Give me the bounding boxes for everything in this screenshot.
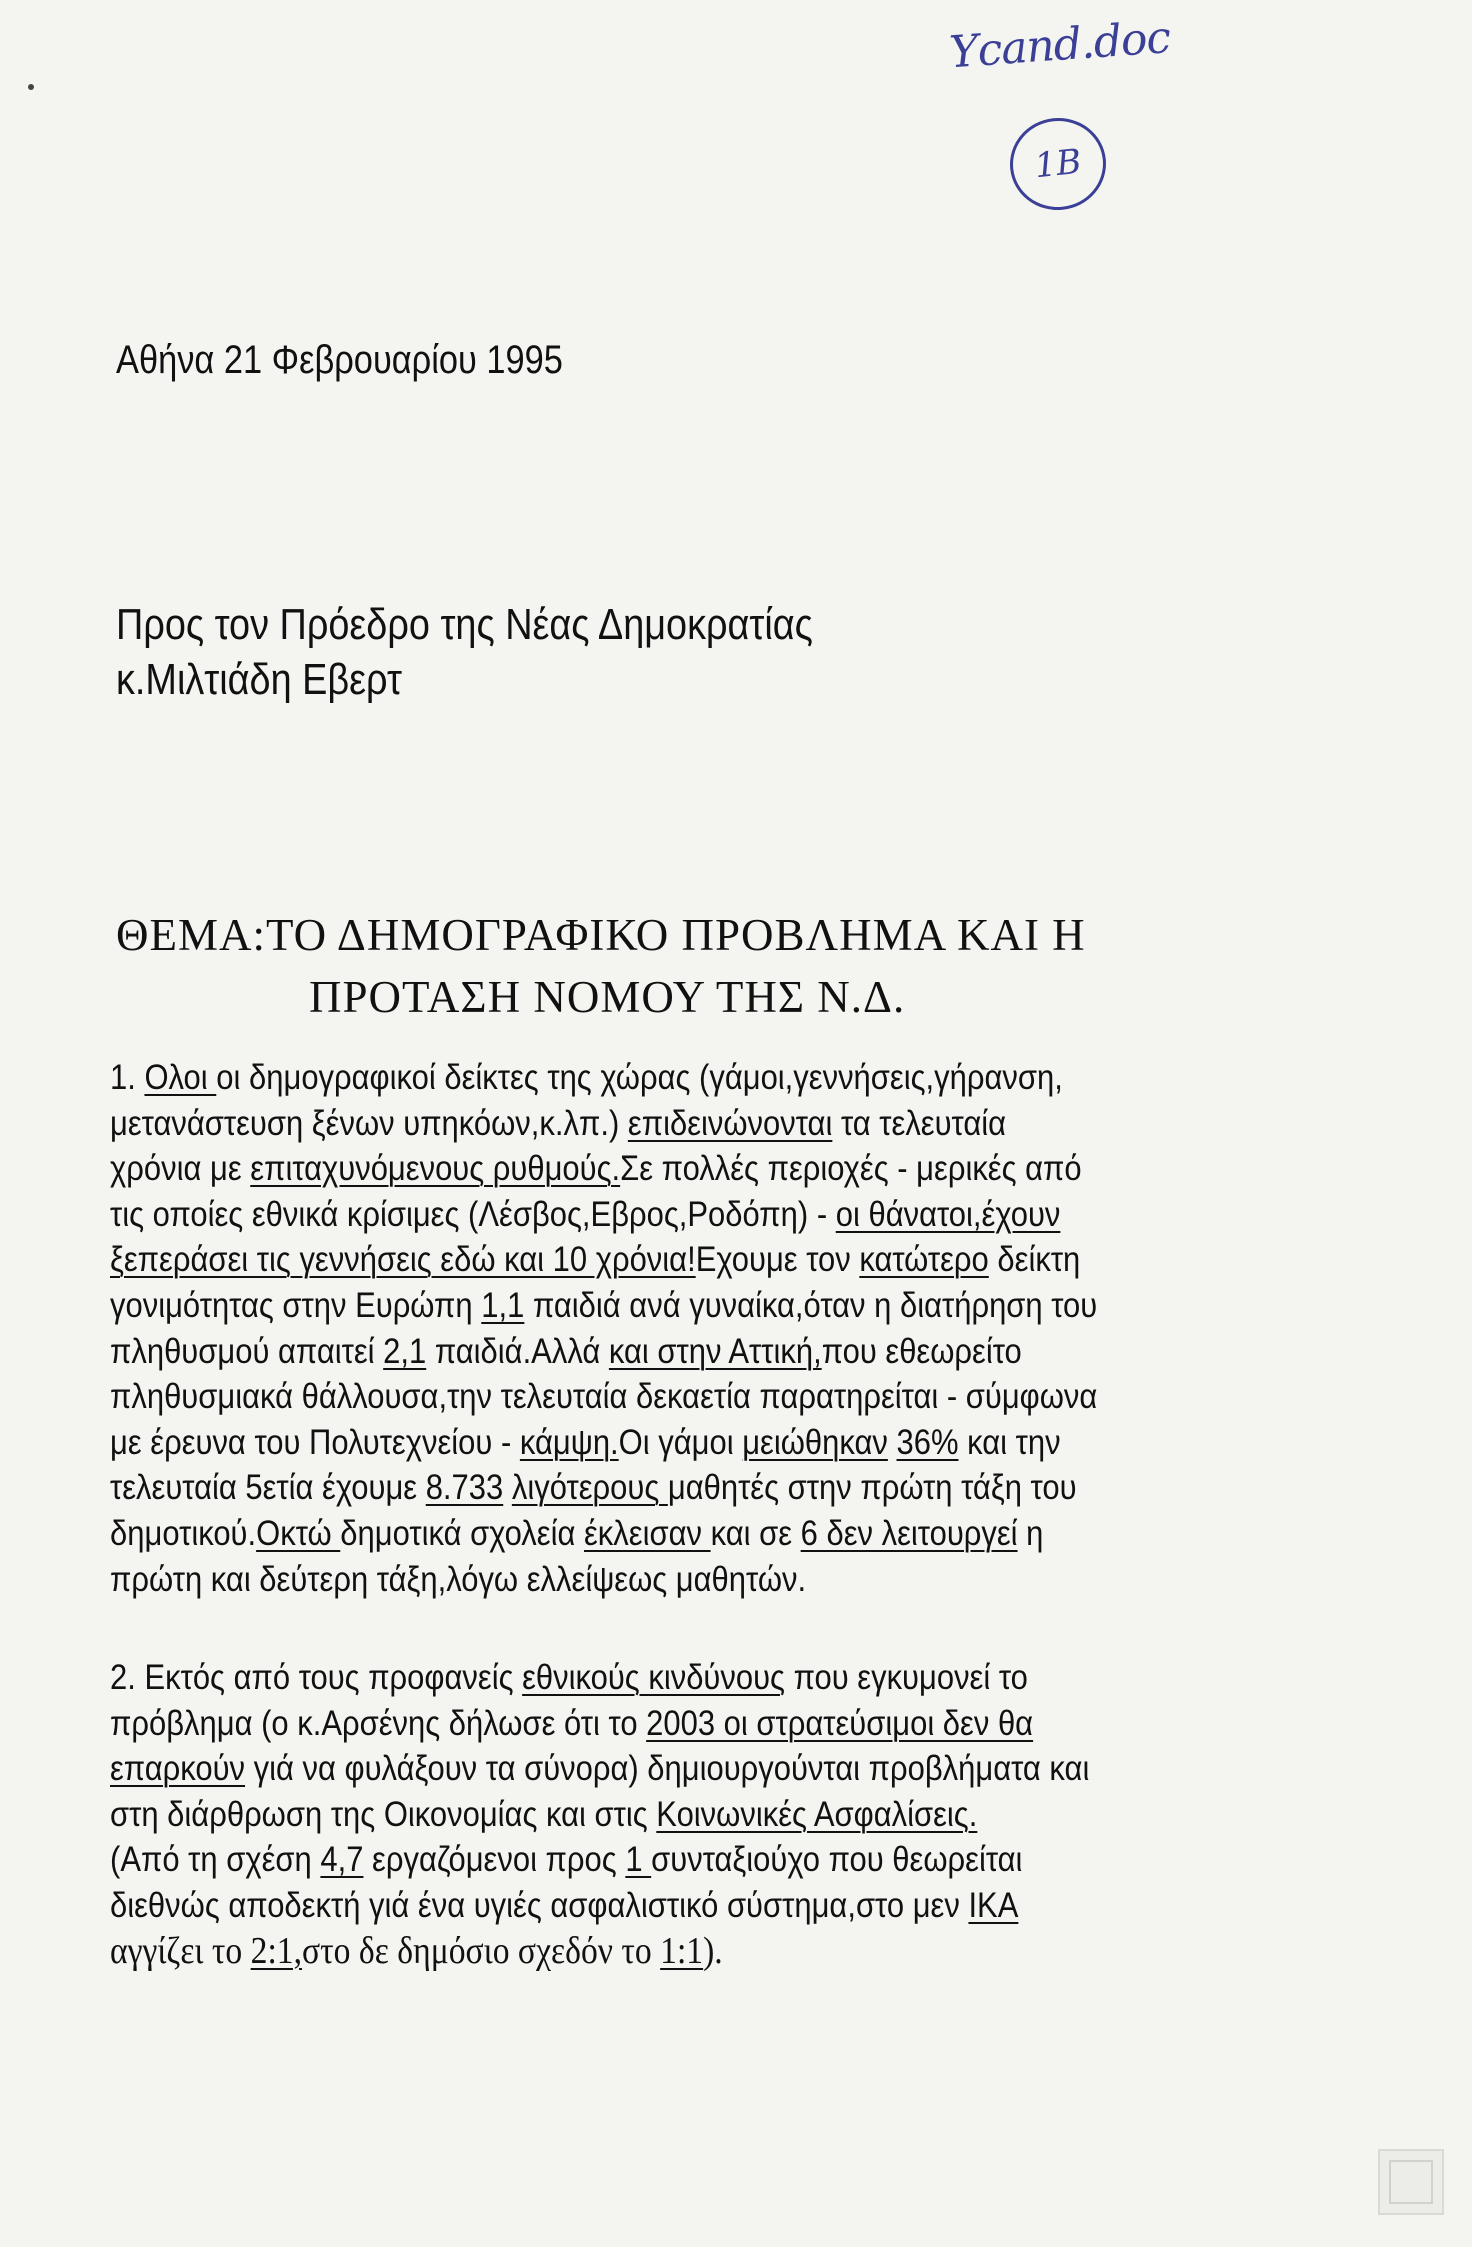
p1-line: ξεπεράσει τις γεννήσεις εδώ και 10 χρόνια!Εχουμε τον κατώτερο δείκτη <box>110 1240 1081 1280</box>
p2-line: αγγίζει το 2:1,στο δε δημόσιο σχεδόν το 1:1). <box>110 1929 723 1972</box>
p1-line: 1. Ολοι οι δημογραφικοί δείκτες της χώρας (γάμοι,γεννήσεις,γήρανση, <box>110 1058 1063 1097</box>
p1-line: με έρευνα του Πολυτεχνείου - κάμψη.Οι γάμοι μειώθηκαν 36% και την <box>110 1422 1061 1462</box>
p2-line: πρόβλημα (ο κ.Αρσένης δήλωσε ότι το 2003 οι στρατεύσιμοι δεν θα <box>110 1703 1034 1743</box>
ink-dot <box>28 84 34 90</box>
recipient-line-1: Προς τον Πρόεδρο της Νέας Δημοκρατίας <box>116 600 813 649</box>
recipient-line-2: κ.Μιλτιάδη Εβερτ <box>116 655 402 704</box>
p2-line: διεθνώς αποδεκτή γιά ένα υγιές ασφαλιστικό σύστημα,στο μεν ΙΚΑ <box>110 1885 1019 1925</box>
paragraph-1 <box>110 1055 1260 1602</box>
p2-line: (Από τη σχέση 4,7 εργαζόμενοι προς 1 συνταξιούχο που θεωρείται <box>110 1840 1023 1880</box>
handwritten-note: Ycand.doc <box>947 12 1172 79</box>
p1-line: τις οποίες εθνικά κρίσιμες (Λέσβος,Εβρος,Ροδόπη) - οι θάνατοι,έχουν <box>110 1194 1061 1234</box>
subject-line-1: ΘΕΜΑ:ΤΟ ΔΗΜΟΓΡΑΦΙΚΟ ΠΡΟΒΛΗΜΑ ΚΑΙ Η <box>116 910 1086 960</box>
p1-line: δημοτικού.Οκτώ δημοτικά σχολεία έκλεισαν και σε 6 δεν λειτουργεί η <box>110 1513 1044 1553</box>
p1-line: μετανάστευση ξένων υπηκόων,κ.λπ.) επιδεινώνονται τα τελευταία <box>110 1103 1007 1143</box>
p2-line: 2. Εκτός από τους προφανείς εθνικούς κινδύνους που εγκυμονεί το <box>110 1658 1028 1697</box>
p1-line: πληθυσμιακά θάλλουσα,την τελευταία δεκαετία παρατηρείται - σύμφωνα <box>110 1377 1098 1417</box>
p1-line: γονιμότητας στην Ευρώπη 1,1 παιδιά ανά γυναίκα,όταν η διατήρηση του <box>110 1285 1098 1325</box>
subject-line-2: ΠΡΟΤΑΣΗ ΝΟΜΟΥ ΤΗΣ Ν.Δ. <box>309 972 906 1022</box>
paragraph-2 <box>110 1655 1260 1974</box>
p2-line: επαρκούν γιά να φυλάξουν τα σύνορα) δημιουργούνται προβλήματα και <box>110 1749 1090 1789</box>
p1-line: πληθυσμού απαιτεί 2,1 παιδιά.Αλλά και στην Αττική,που εθεωρείτο <box>110 1331 1022 1371</box>
p1-line: τελευταία 5ετία έχουμε 8.733 λιγότερους μαθητές στην πρώτη τάξη του <box>110 1468 1077 1508</box>
subject-heading <box>116 904 1336 1028</box>
archive-stamp-logo <box>1378 2149 1444 2215</box>
letter-date: Αθήνα 21 Φεβρουαρίου 1995 <box>116 338 563 382</box>
p1-line: πρώτη και δεύτερη τάξη,λόγω ελλείψεως μαθητών. <box>110 1559 807 1599</box>
handwritten-circled-number: 1B <box>1005 113 1110 215</box>
p2-line: στη διάρθρωση της Οικονομίας και στις Κοινωνικές Ασφαλίσεις. <box>110 1794 978 1834</box>
p1-line: χρόνια με επιταχυνόμενους ρυθμούς.Σε πολλές περιοχές - μερικές από <box>110 1149 1082 1189</box>
